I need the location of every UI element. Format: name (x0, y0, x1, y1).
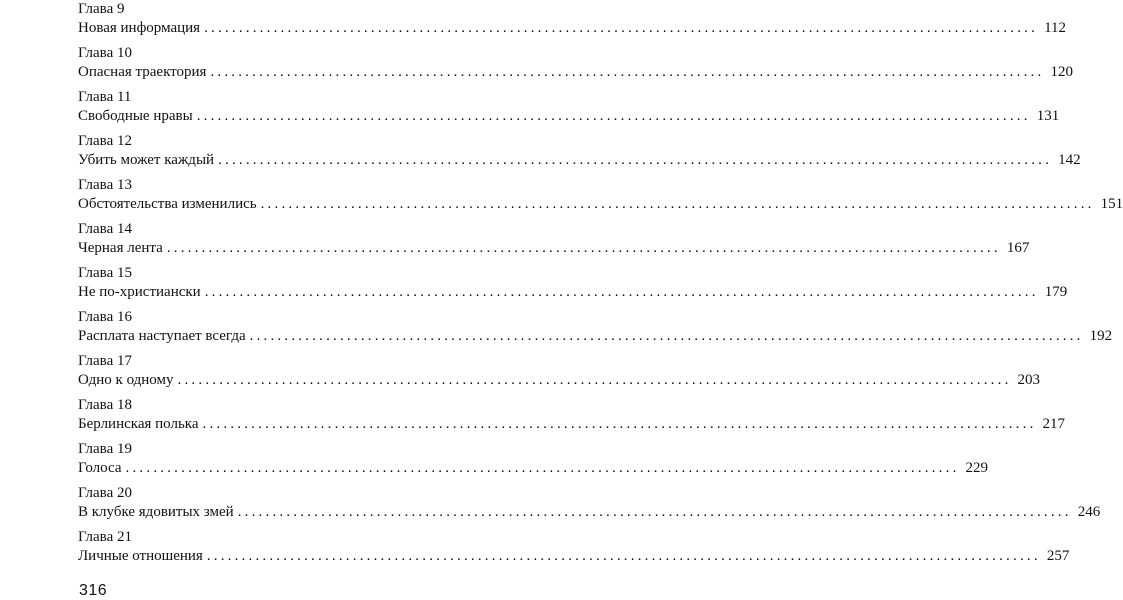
toc-entry (78, 220, 1030, 264)
toc-entry (78, 88, 1060, 132)
toc-line (78, 18, 1067, 38)
toc-entry (78, 440, 989, 484)
chapter-number: Глава 11 (78, 89, 132, 105)
chapter-number: Глава 16 (78, 309, 132, 325)
toc-line (78, 546, 1070, 566)
toc-line (78, 62, 1073, 82)
toc-entry (78, 176, 1123, 220)
toc-line (78, 502, 1101, 522)
dot-leader: ........................................................................................................................ (206, 548, 1041, 564)
toc-entry (78, 44, 1073, 88)
toc-entry (78, 264, 1068, 308)
chapter-number: Глава 12 (78, 133, 132, 149)
toc-entry (78, 0, 1067, 44)
dot-leader: ........................................................................................................................ (204, 20, 1039, 36)
toc-line (78, 458, 989, 478)
page-number: 112 (1038, 18, 1066, 38)
dot-leader: ........................................................................................................................ (177, 372, 1012, 388)
chapter-number: Глава 15 (78, 265, 132, 281)
dot-leader: ........................................................................................................................ (204, 284, 1039, 300)
page-number: 142 (1052, 150, 1081, 170)
toc-entry (78, 528, 1070, 572)
chapter-title: Не по-христиански (78, 282, 205, 302)
dot-leader: ........................................................................................................................ (125, 460, 960, 476)
page-number: 192 (1084, 326, 1113, 346)
chapter-title: В клубке ядовитых змей (78, 502, 238, 522)
toc-entry (78, 484, 1101, 528)
chapter-title: Черная лента (78, 238, 167, 258)
page-number: 246 (1072, 502, 1101, 522)
chapter-title: Одно к одному (78, 370, 178, 390)
toc-line (78, 238, 1030, 258)
toc-line (78, 150, 1081, 170)
chapter-number: Глава 13 (78, 177, 132, 193)
chapter-title: Берлинская полька (78, 414, 203, 434)
toc-line (78, 414, 1066, 434)
chapter-title: Убить может каждый (78, 150, 218, 170)
chapter-title: Голоса (78, 458, 126, 478)
page-number: 229 (960, 458, 989, 478)
chapter-number: Глава 21 (78, 529, 132, 545)
page-number: 120 (1044, 62, 1073, 82)
chapter-number: Глава 10 (78, 45, 132, 61)
dot-leader: ........................................................................................................................ (237, 504, 1072, 520)
page-number: 257 (1041, 546, 1070, 566)
dot-leader: ........................................................................................................................ (196, 108, 1031, 124)
page-number: 203 (1012, 370, 1041, 390)
page-number: 131 (1031, 106, 1060, 126)
chapter-number: Глава 19 (78, 441, 132, 457)
toc-entry (78, 396, 1066, 440)
toc-line (78, 282, 1068, 302)
dot-leader: ........................................................................................................................ (260, 196, 1095, 212)
chapter-number: Глава 14 (78, 221, 132, 237)
chapter-title: Опасная траектория (78, 62, 210, 82)
toc-line (78, 370, 1041, 390)
dot-leader: ........................................................................................................................ (249, 328, 1084, 344)
toc-line (78, 194, 1123, 214)
dot-leader: ........................................................................................................................ (218, 152, 1053, 168)
toc-entry (78, 352, 1041, 396)
table-of-contents (78, 0, 1123, 572)
chapter-title: Расплата наступает всегда (78, 326, 250, 346)
chapter-title: Личные отношения (78, 546, 207, 566)
toc-line (78, 326, 1113, 346)
chapter-number: Глава 18 (78, 397, 132, 413)
page-number: 167 (1001, 238, 1030, 258)
dot-leader: ........................................................................................................................ (202, 416, 1037, 432)
dot-leader: ........................................................................................................................ (166, 240, 1001, 256)
chapter-number: Глава 20 (78, 485, 132, 501)
page-number: 151 (1095, 194, 1123, 214)
page-number: 179 (1039, 282, 1068, 302)
chapter-number: Глава 9 (78, 1, 125, 17)
chapter-title: Новая информация (78, 18, 204, 38)
page-number: 217 (1037, 414, 1066, 434)
toc-entry (78, 308, 1113, 352)
dot-leader: ........................................................................................................................ (210, 64, 1045, 80)
toc-entry (78, 132, 1081, 176)
page-folio-number: 316 (79, 582, 108, 599)
chapter-title: Свободные нравы (78, 106, 197, 126)
toc-line (78, 106, 1060, 126)
chapter-title: Обстоятельства изменились (78, 194, 261, 214)
chapter-number: Глава 17 (78, 353, 132, 369)
